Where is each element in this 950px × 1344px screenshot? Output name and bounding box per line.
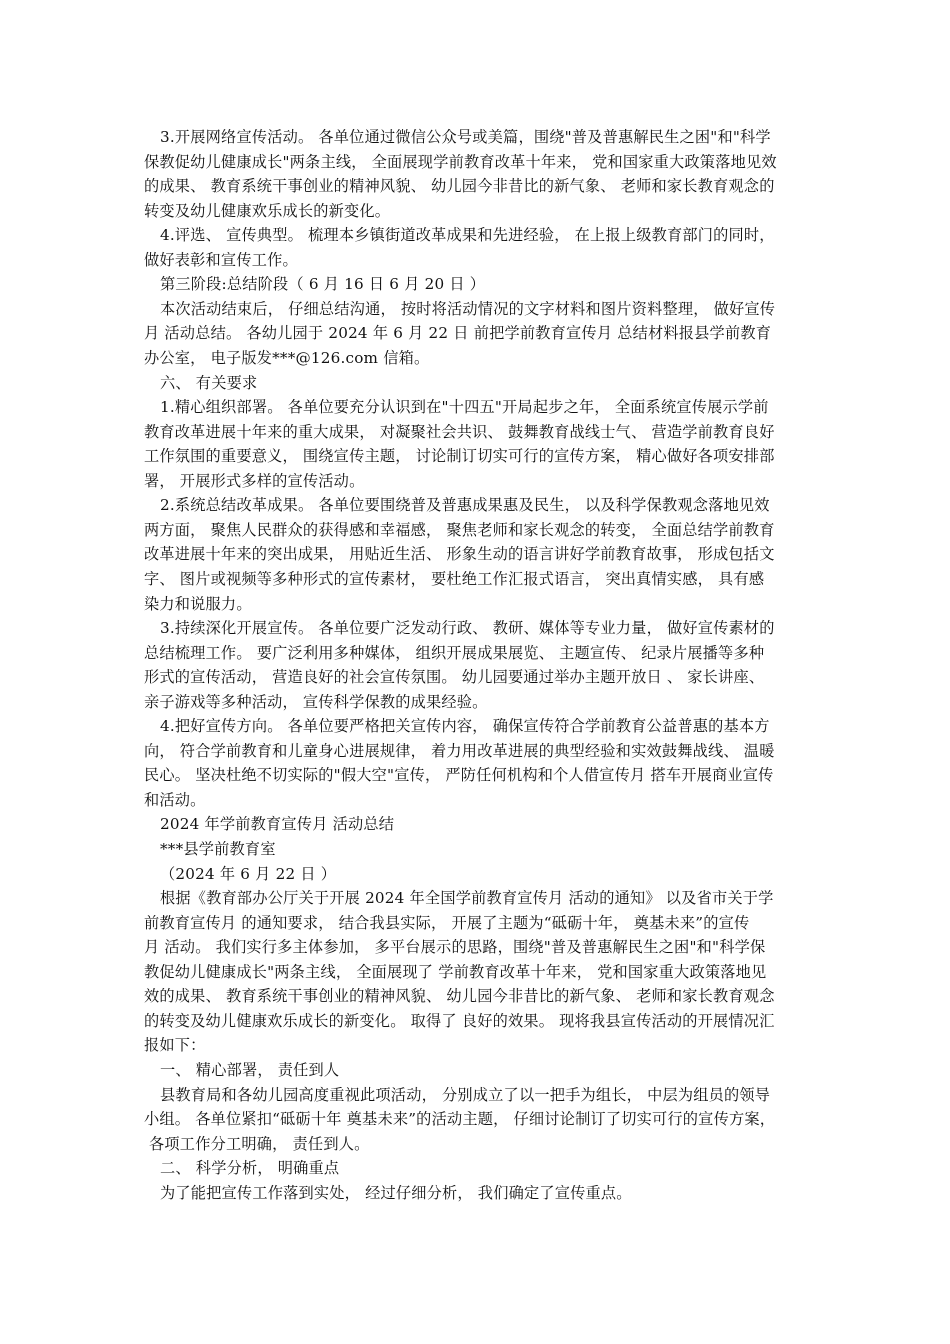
text-line: 前教育宣传月 的通知要求， 结合我县实际， 开展了主题为“砥砺十年， 奠基未来”的宣传 xyxy=(144,913,750,932)
text-line: 办公室， 电子版发***@126.com 信箱。 xyxy=(144,349,430,367)
text-line: 为了能把宣传工作落到实处， 经过仔细分析， 我们确定了宣传重点。 xyxy=(160,1183,632,1202)
text-line: 保教促幼儿健康成长"两条主线， 全面展现学前教育改革十年来， 党和国家重大政策落地见效 xyxy=(144,152,777,171)
text-line: 的成果、 教育系统干事创业的精神风貌、 幼儿园今非昔比的新气象、 老师和家长教育观念的 xyxy=(144,177,775,196)
text-line: ***县学前教育室 xyxy=(160,840,276,858)
text-line: 本次活动结束后， 仔细总结沟通， 按时将活动情况的文字材料和图片资料整理， 做好宣传 xyxy=(160,299,776,318)
text-line: 县教育局和各幼儿园高度重视此项活动， 分别成立了以一把手为组长， 中层为组员的领导 xyxy=(160,1085,771,1104)
text-line: 第三阶段:总结阶段（ 6 月 16 日 6 月 20 日 ） xyxy=(160,275,486,294)
text-line: 一、 精心部署， 责任到人 xyxy=(160,1060,340,1079)
text-line: 各项工作分工明确， 责任到人。 xyxy=(144,1134,370,1153)
text-line: 署， 开展形式多样的宣传活动。 xyxy=(144,471,365,490)
text-line: 字、 图片或视频等多种形式的宣传素材， 要杜绝工作汇报式语言， 突出真情实感， 具有感 xyxy=(144,569,765,588)
text-line: 二、 科学分析， 明确重点 xyxy=(160,1159,340,1178)
text-line: 转变及幼儿健康欢乐成长的新变化。 xyxy=(144,201,391,220)
text-line: 做好表彰和宣传工作。 xyxy=(144,250,298,269)
text-line: 教促幼儿健康成长"两条主线， 全面展现了 学前教育改革十年来， 党和国家重大政策落地见 xyxy=(144,962,767,981)
text-line: 和活动。 xyxy=(144,790,206,809)
text-line: 向， 符合学前教育和儿童身心进展规律， 着力用改革进展的典型经验和实效鼓舞战线、 温暖 xyxy=(144,741,775,760)
text-line: 的转变及幼儿健康欢乐成长的新变化。 取得了 良好的效果。 现将我县宣传活动的开展情况汇 xyxy=(144,1011,775,1030)
text-line: 改革进展十年来的突出成果， 用贴近生活、 形象生动的语言讲好学前教育故事， 形成包括文 xyxy=(144,545,775,564)
text-line: 月 活动总结。 各幼儿园于 2024 年 6 月 22 日 前把学前教育宣传月 总结材料报县学前教育 xyxy=(144,324,772,343)
text-line: 小组。 各单位紧扣“砥砺十年 奠基未来”的活动主题， 仔细讨论制订了切实可行的宣传方案， xyxy=(144,1110,776,1128)
text-line: （2024 年 6 月 22 日 ） xyxy=(160,864,337,883)
text-line: 形式的宣传活动， 营造良好的社会宣传氛围。 幼儿园要通过举办主题开放日 、 家长讲座、 xyxy=(144,668,765,687)
text-line: 报如下： xyxy=(144,1036,206,1055)
text-line: 4.评选、 宣传典型。 梳理本乡镇街道改革成果和先进经验， 在上报上级教育部门的同时， xyxy=(160,226,775,245)
text-line: 2024 年学前教育宣传月 活动总结 xyxy=(160,815,395,834)
text-line: 效的成果、 教育系统干事创业的精神风貌、 幼儿园今非昔比的新气象、 老师和家长教育观念 xyxy=(144,987,775,1006)
text-line: 月 活动。 我们实行多主体参加， 多平台展示的思路，围绕"普及普惠解民生之困"和"科学保 xyxy=(144,938,766,957)
text-line: 民心。 坚决杜绝不切实际的"假大空"宣传， 严防任何机构和个人借宣传月 搭车开展商业宣传 xyxy=(144,766,774,785)
text-line: 两方面， 聚焦人民群众的获得感和幸福感， 聚焦老师和家长观念的转变， 全面总结学前教育 xyxy=(144,520,775,539)
text-line: 根据《教育部办公厅关于开展 2024 年全国学前教育宣传月 活动的通知》 以及省市关于学 xyxy=(160,889,774,908)
text-line: 3.持续深化开展宣传。 各单位要广泛发动行政、 教研、媒体等专业力量， 做好宣传素材的 xyxy=(160,619,775,637)
text-line: 染力和说服力。 xyxy=(144,594,252,613)
text-line: 总结梳理工作。 要广泛利用多种媒体， 组织开展成果展览、 主题宣传、 纪录片展播等多种 xyxy=(144,643,765,662)
text-line: 2.系统总结改革成果。 各单位要围绕普及普惠成果惠及民生， 以及科学保教观念落地见效 xyxy=(160,496,770,515)
text-line: 亲子游戏等多种活动， 宣传科学保教的成果经验。 xyxy=(144,692,488,711)
text-line: 1.精心组织部署。 各单位要充分认识到在"十四五"开局起步之年， 全面系统宣传展示学前 xyxy=(160,398,769,417)
text-line: 4.把好宣传方向。 各单位要严格把关宣传内容， 确保宣传符合学前教育公益普惠的基本方 xyxy=(160,717,770,736)
text-line: 教育改革进展十年来的重大成果， 对凝聚社会共识、 鼓舞教育战线士气、 营造学前教育良好 xyxy=(144,422,775,441)
text-line: 3.开展网络宣传活动。 各单位通过微信公众号或美篇，围绕"普及普惠解民生之困"和"科学 xyxy=(160,128,771,146)
text-line: 工作氛围的重要意义， 围绕宣传主题， 讨论制订切实可行的宣传方案， 精心做好各项安排部 xyxy=(144,447,775,466)
text-line: 六、 有关要求 xyxy=(160,373,258,392)
